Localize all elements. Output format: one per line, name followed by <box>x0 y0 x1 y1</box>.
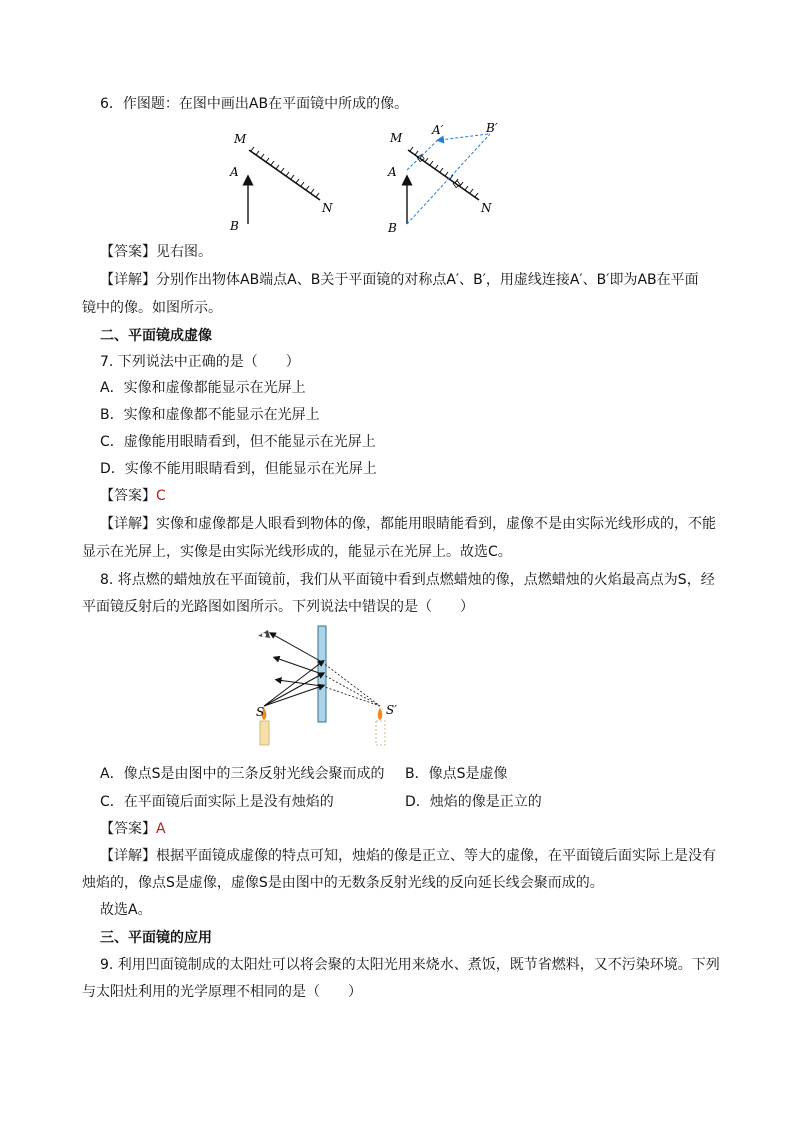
reflected-ray <box>272 634 322 662</box>
incident-ray <box>264 674 322 706</box>
q6-detail-line1: 【详解】分别作出物体AB端点A、B关于平面镜的对称点A′、B′，用虚线连接A′、B′即为AB在平面 <box>100 272 699 288</box>
q6-detail-line2: 镜中的像。如图所示。 <box>82 300 222 316</box>
image-flame <box>378 708 383 720</box>
label-s-prime: S′ <box>386 703 397 717</box>
q8-detail-line2: 烛焰的，像点S是虚像，虚像S是由图中的无数条反射光线的反向延长线会聚而成的。 <box>82 875 604 891</box>
q7-option-b: B．实像和虚像都不能显示在光屏上 <box>100 407 320 423</box>
label-a: A <box>230 165 239 179</box>
section-title-2: 二、平面镜成虚像 <box>100 328 212 344</box>
label-a: A <box>388 165 397 179</box>
q7-option-d: D．实像不能用眼睛看到，但能显示在光屏上 <box>100 461 377 477</box>
mirror-hatch <box>410 147 478 197</box>
virtual-ray <box>322 662 380 706</box>
reflected-ray <box>278 680 322 686</box>
q6-figure-right <box>380 120 520 238</box>
label-b: B <box>388 221 397 235</box>
label-n: N <box>322 201 333 215</box>
q9-title-line2: 与太阳灶利用的光学原理不相同的是（ ） <box>82 984 362 1000</box>
q7-answer: 【答案】C <box>100 488 166 504</box>
q8-option-b: B．像点S是虚像 <box>405 766 508 782</box>
label-a-prime: A′ <box>432 123 444 137</box>
q8-detail-line1: 【详解】根据平面镜成虚像的特点可知，烛焰的像是正立、等大的虚像，在平面镜后面实际上是没有 <box>100 848 716 864</box>
q7-option-a: A．实像和虚像都能显示在光屏上 <box>100 380 306 396</box>
mirror-hatch <box>251 147 319 197</box>
incident-ray <box>264 662 322 706</box>
label-n: N <box>481 201 492 215</box>
label-m: M <box>234 132 247 146</box>
q8-answer: 【答案】A <box>100 821 166 837</box>
virtual-ray <box>322 686 380 706</box>
q8-title-line2: 平面镜反射后的光路图如图所示。下列说法中错误的是（ ） <box>82 599 474 615</box>
virtual-ray <box>322 674 380 706</box>
q7-option-c: C．虚像能用眼睛看到，但不能显示在光屏上 <box>100 434 376 450</box>
q8-conclusion: 故选A。 <box>100 902 152 918</box>
label-m: M <box>390 131 403 145</box>
q7-detail-line1: 【详解】实像和虚像都是人眼看到物体的像，都能用眼睛能看到，虚像不是由实际光线形成的，不能 <box>100 516 716 532</box>
image-arrow <box>440 134 488 140</box>
q7-detail-line2: 显示在光屏上，实像是由实际光线形成的，能显示在光屏上。故选C。 <box>82 544 512 560</box>
q8-figure <box>250 622 410 752</box>
q6-figure-left <box>225 128 345 238</box>
label-b: B <box>230 219 239 233</box>
label-b-prime: B′ <box>486 121 498 135</box>
q8-title-line1: 8. 将点燃的蜡烛放在平面镜前，我们从平面镜中看到点燃蜡烛的像，点燃蜡烛的火焰最高点为S，经 <box>100 572 715 588</box>
incident-ray <box>264 686 322 706</box>
q8-option-d: D．烛焰的像是正立的 <box>405 794 542 810</box>
label-s: S <box>256 705 265 719</box>
eye-icon <box>258 630 270 638</box>
candle <box>260 721 269 745</box>
q6-title: 6．作图题：在图中画出AB在平面镜中所成的像。 <box>100 96 409 112</box>
mirror-line <box>249 150 320 200</box>
reflected-ray <box>276 658 322 674</box>
q9-title-line1: 9. 利用凹面镜制成的太阳灶可以将会聚的太阳光用来烧水、煮饭，既节省燃料，又不污染环境。下列 <box>100 957 720 973</box>
q6-answer: 【答案】见右图。 <box>100 244 212 260</box>
perpendicular-a <box>407 140 438 170</box>
image-candle <box>376 721 385 745</box>
q8-option-c: C．在平面镜后面实际上是没有烛焰的 <box>100 794 334 810</box>
perpendicular-b <box>407 134 490 224</box>
section-title-3: 三、平面镜的应用 <box>100 930 212 946</box>
q7-title: 7. 下列说法中正确的是（ ） <box>100 354 300 370</box>
q8-option-a: A．像点S是由图中的三条反射光线会聚而成的 <box>100 766 385 782</box>
